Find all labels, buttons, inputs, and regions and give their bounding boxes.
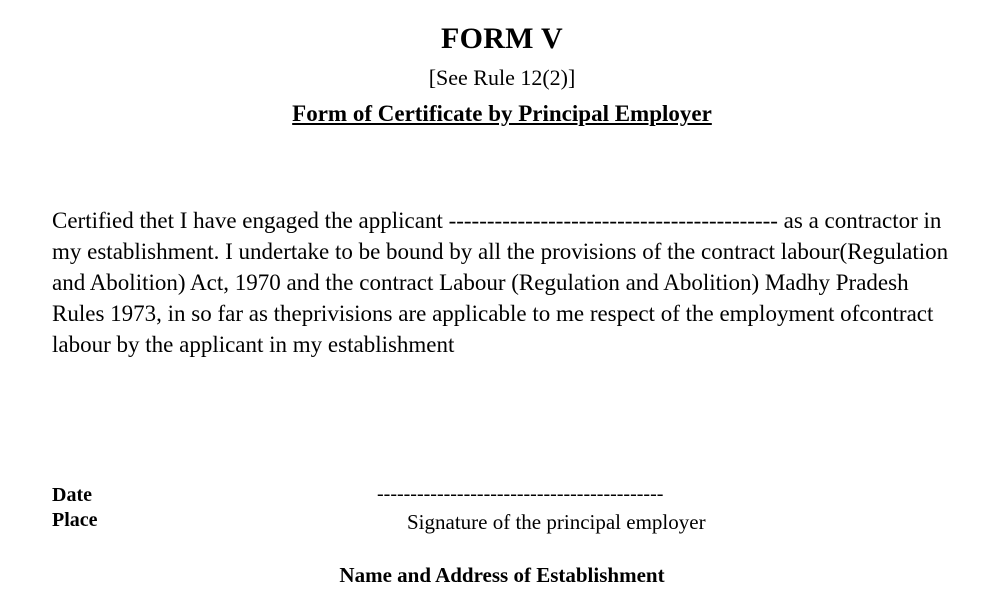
signature-caption: Signature of the principal employer xyxy=(407,510,706,534)
establishment-label: Name and Address of Establishment xyxy=(339,563,665,587)
certificate-heading: Form of Certificate by Principal Employer xyxy=(292,101,712,126)
rule-reference: [See Rule 12(2)] xyxy=(428,65,576,90)
certificate-body xyxy=(52,127,952,360)
signature-line: ------------------------------------------- xyxy=(377,483,664,505)
date-place-labels xyxy=(52,483,377,533)
signature-row xyxy=(52,483,952,535)
signature-area xyxy=(377,483,952,535)
certificate-body-paragraph: Certified thet I have engaged the applicant ------------------------------------------- as a contractor in my establishment. I undertake to be bound by all the provisions of the contract labour(Regulation and Abolition) Act, 1970 and the contract Labour (Regulation and Abolition) Madhy Pradesh Rules 1973, in so far as theprivisions are applicable to me respect of the employment ofcontract labour by the applicant in my establishment xyxy=(52,208,949,357)
signature-block xyxy=(52,483,952,535)
page-title: FORM V xyxy=(440,22,564,55)
date-label: Date xyxy=(52,484,92,506)
place-label: Place xyxy=(52,509,98,531)
